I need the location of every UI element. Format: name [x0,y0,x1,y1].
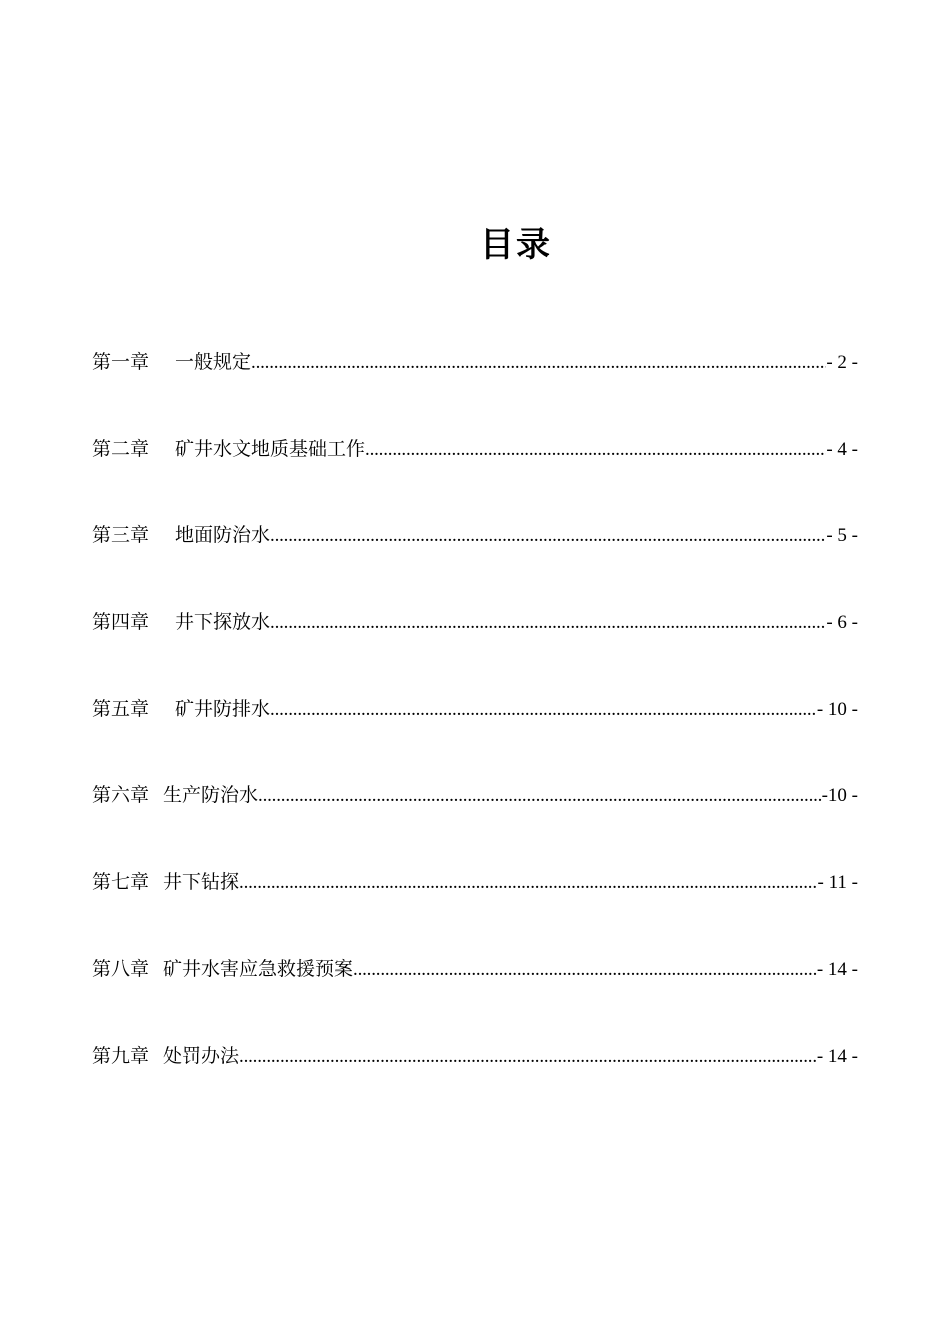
toc-entry[interactable] [92,515,858,602]
toc-chapter-title: 矿井防排水 [175,697,271,720]
toc-dot-leader [239,1037,817,1077]
toc-page-number: - 14 - [816,958,858,980]
toc-dot-leader [270,516,826,556]
toc-page-number: - 6 - [826,612,858,634]
toc-chapter-number: 第六章 [92,784,150,807]
toc-entry[interactable] [92,862,858,949]
toc-page-number: - 11 - [817,872,858,894]
toc-page-number: - 14 - [816,1045,858,1067]
toc-entry[interactable] [92,949,858,1036]
toc-chapter-number: 第一章 [92,351,150,373]
toc-chapter-title: 生产防治水 [163,784,259,807]
toc-chapter-title: 井下钻探 [163,871,240,894]
toc-chapter-number: 第九章 [92,1044,150,1067]
toc-dot-leader [365,430,826,470]
toc-chapter-title: 一般规定 [175,351,252,373]
toc-chapter-number: 第二章 [92,437,150,460]
toc-chapter-number: 第七章 [92,871,150,894]
toc-chapter-title: 矿井水害应急救援预案 [163,957,354,980]
toc-chapter-number: 第五章 [92,697,150,720]
toc-chapter-title: 矿井水文地质基础工作 [175,437,366,460]
toc-dot-leader [270,690,817,730]
toc-title: 目录 [480,225,552,265]
toc-dot-leader [239,863,818,903]
toc-chapter-number: 第八章 [92,957,150,980]
toc-chapter-number: 第四章 [92,611,150,634]
toc-chapter-number: 第三章 [92,524,150,547]
toc-dot-leader [353,950,817,990]
toc-chapter-title: 处罚办法 [163,1044,240,1067]
toc-page-number: -10 - [821,785,858,807]
toc-dot-leader [251,343,826,383]
toc-page-number: - 5 - [826,525,858,547]
toc-entry[interactable] [92,689,858,776]
toc-page-number: - 10 - [816,698,858,720]
toc-page-number: - 2 - [826,352,858,373]
toc-dot-leader [258,776,822,816]
toc-chapter-title: 地面防治水 [175,524,271,547]
toc-chapter-title: 井下探放水 [175,611,271,634]
toc-entry[interactable] [92,775,858,862]
toc-list [92,342,858,1122]
toc-page-number: - 4 - [826,438,858,460]
toc-entry[interactable] [92,429,858,516]
toc-dot-leader [270,603,826,643]
toc-entry[interactable] [92,602,858,689]
toc-entry[interactable] [92,342,858,429]
toc-entry[interactable] [92,1036,858,1123]
